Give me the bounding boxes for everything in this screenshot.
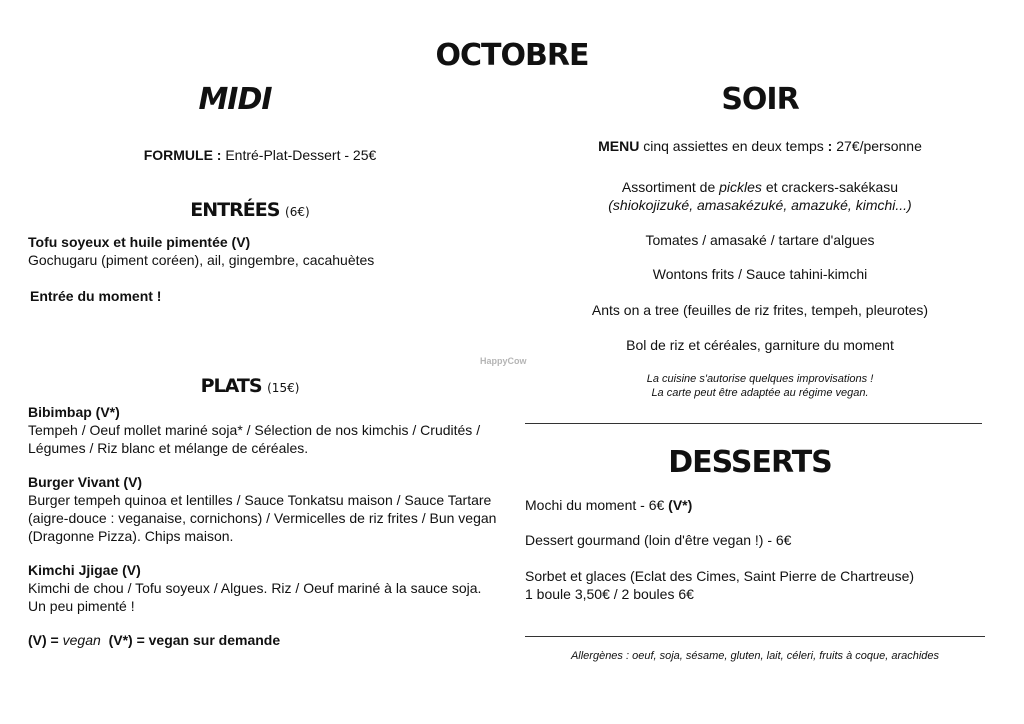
dessert-item (525, 496, 995, 514)
page-title: OCTOBRE (435, 38, 589, 73)
entrees-title: ENTRÉES (190, 199, 280, 221)
soir-item: Ants on a tree (feuilles de riz frites, tempeh, pleurotes) (591, 302, 929, 318)
soir-item: Wontons frits / Sauce tahini-kimchi (652, 266, 868, 282)
entree-du-moment: Entrée du moment ! (30, 288, 162, 304)
legend-vegan: vegan (62, 632, 101, 648)
plat-desc: Kimchi de chou / Tofu soyeux / Algues. Riz / Oeuf mariné à la sauce soja. Un peu pimenté ! (28, 580, 482, 614)
entrees-heading (130, 199, 370, 221)
sorbet-prices: 1 boule 3,50€ / 2 boules 6€ (525, 586, 694, 602)
vegan-legend (28, 631, 498, 649)
plat-name: Kimchi Jjigae (V) (28, 562, 141, 578)
midi-title: MIDI (198, 82, 272, 117)
entrees-price: (6€) (285, 205, 310, 219)
plat-item (28, 561, 498, 615)
plat-desc: Burger tempeh quinoa et lentilles / Sauce Tonkatsu maison / Sauce Tartare (aigre-douce : veganaise, cornichons) / Vermicelles de riz frites / Bun vegan (Dragonne Pizza). Chips maison. (28, 492, 497, 544)
plat-item (28, 473, 498, 545)
menu-line (560, 138, 960, 154)
soir-assortiment (540, 178, 980, 214)
dessert-text: Mochi du moment - 6€ (525, 497, 669, 513)
assortiment-sub: (shiokojizuké, amasakézuké, amazuké, kimchi...) (608, 197, 912, 213)
plat-desc: Tempeh / Oeuf mollet mariné soja* / Sélection de nos kimchis / Crudités / Légumes / Riz blanc et mélange de céréales. (28, 422, 481, 456)
menu-colon: : (827, 138, 833, 154)
formule-label: FORMULE : (143, 147, 222, 163)
soir-note (540, 372, 980, 400)
assortiment-a: Assortiment de (621, 179, 720, 195)
dessert-tag: (V*) (668, 497, 693, 513)
soir-item: Bol de riz et céréales, garniture du moment (626, 337, 894, 353)
entree-item (28, 233, 498, 269)
menu-text: cinq assiettes en deux temps (639, 138, 828, 154)
soir-title: SOIR (721, 82, 799, 117)
allergens-note: Allergènes : oeuf, soja, sésame, gluten, lait, céleri, fruits à coque, arachides (570, 650, 940, 662)
note-line-1: La cuisine s'autorise quelques improvisations ! (646, 373, 874, 385)
legend-v: (V) (28, 632, 47, 648)
desserts-title: DESSERTS (668, 445, 832, 480)
entree-desc: Gochugaru (piment coréen), ail, gingembre, cacahuètes (28, 252, 375, 268)
soir-item: Tomates / amasaké / tartare d'algues (645, 232, 875, 248)
plats-price: (15€) (267, 381, 300, 395)
formule-line (40, 147, 480, 163)
plat-item (28, 403, 498, 457)
assortiment-pickles: pickles (719, 179, 762, 195)
entree-name: Tofu soyeux et huile pimentée (V) (28, 234, 251, 250)
plats-heading (130, 375, 370, 397)
plats-title: PLATS (200, 375, 262, 397)
note-line-2: La carte peut être adaptée au régime vegan. (651, 387, 869, 399)
menu-label: MENU (598, 138, 640, 154)
plat-name: Bibimbap (V*) (28, 404, 120, 420)
assortiment-line (540, 178, 980, 196)
legend-eq: = (46, 632, 63, 648)
divider (525, 423, 982, 424)
dessert-item (525, 531, 995, 549)
dessert-item (525, 567, 995, 603)
happycow-watermark: HappyCow (480, 356, 527, 366)
menu-price: 27€/personne (832, 138, 922, 154)
legend-vstar: (V*) = vegan sur demande (108, 632, 281, 648)
dessert-text: Dessert gourmand (loin d'être vegan !) - 6€ (525, 532, 792, 548)
plat-name: Burger Vivant (V) (28, 474, 143, 490)
formule-text: Entré-Plat-Dessert - 25€ (221, 147, 377, 163)
dessert-text: Sorbet et glaces (Eclat des Cimes, Saint Pierre de Chartreuse) (525, 568, 915, 584)
assortiment-b: et crackers-sakékasu (761, 179, 899, 195)
divider (525, 636, 985, 637)
